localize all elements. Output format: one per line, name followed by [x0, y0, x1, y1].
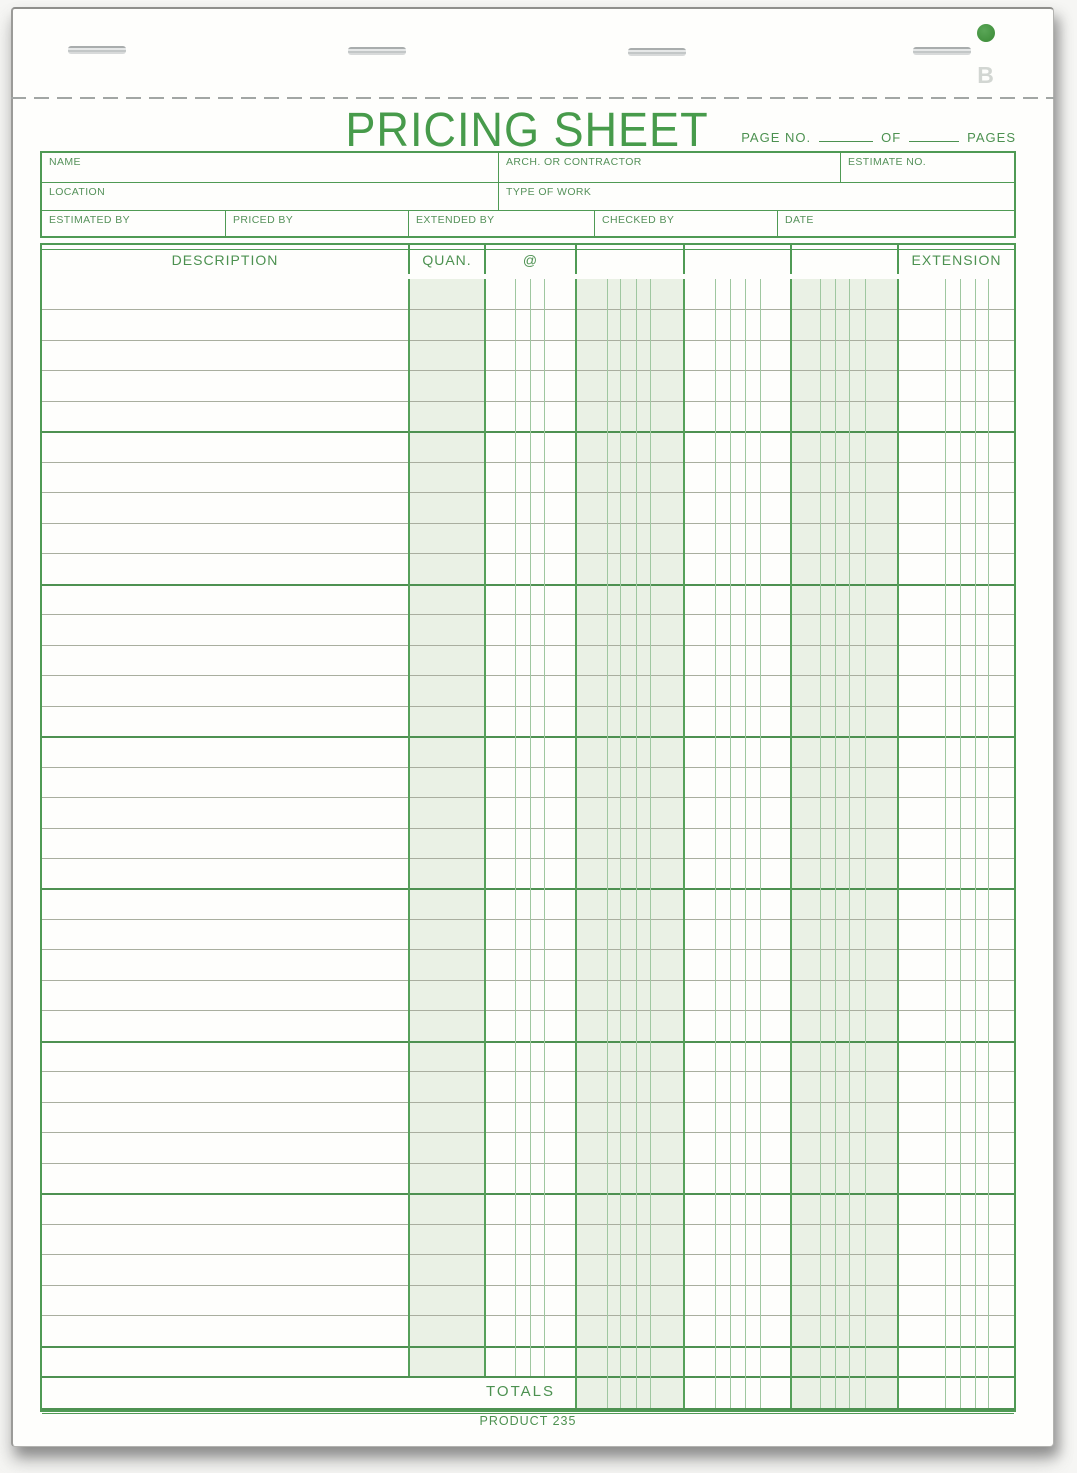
grid-row-line	[42, 1346, 1014, 1348]
priced-by-field-cell	[225, 211, 408, 236]
totals-label: TOTALS	[486, 1383, 555, 1400]
tint-column-group1	[575, 279, 683, 1408]
grid-row-line	[42, 1102, 1014, 1103]
digit-guide-line	[730, 279, 731, 1408]
name-field-cell	[42, 153, 498, 182]
pricing-grid-table	[40, 243, 1016, 1412]
estimated-by-label: ESTIMATED BY	[49, 214, 131, 226]
grid-row-line	[42, 1071, 1014, 1072]
fields-row-2	[42, 182, 1014, 211]
checked-by-label: CHECKED BY	[602, 214, 675, 226]
staple-icon	[628, 48, 686, 56]
grid-row-line	[42, 1254, 1014, 1255]
page-number-line	[741, 129, 1016, 145]
perforation-dashed-line	[11, 97, 1054, 99]
grid-row-line	[42, 645, 1014, 646]
binding-hole-dot-icon	[977, 24, 995, 42]
fields-row-3	[42, 210, 1014, 236]
name-label: NAME	[49, 156, 81, 168]
location-label: LOCATION	[49, 185, 106, 198]
grid-row-line	[42, 553, 1014, 554]
digit-guide-line	[607, 279, 608, 1408]
digit-guide-line	[865, 279, 866, 1408]
arch-or-contractor-field-cell	[498, 153, 840, 182]
arch-or-contractor-label: ARCH. OR CONTRACTOR	[506, 156, 642, 168]
grid-row-line	[42, 888, 1014, 890]
grid-row-line	[42, 919, 1014, 920]
digit-guide-line	[715, 279, 716, 1408]
quan-header-label: QUAN.	[422, 251, 472, 268]
digit-guide-line	[945, 279, 946, 1408]
location-field-cell	[42, 183, 498, 211]
column-header-row	[42, 245, 1014, 274]
grid-row-line	[42, 401, 1014, 402]
grid-row-line	[42, 1010, 1014, 1011]
grid-row-line	[42, 1132, 1014, 1133]
grid-bottom-line	[42, 1376, 1014, 1378]
column-header-at	[484, 245, 575, 274]
checked-by-field-cell	[594, 211, 777, 236]
fields-row-1	[42, 153, 1014, 182]
priced-by-label: PRICED BY	[233, 214, 294, 226]
grid-row-line	[42, 736, 1014, 738]
column-boundary-line	[790, 279, 792, 1408]
grid-row-line	[42, 706, 1014, 707]
column-boundary-line	[575, 279, 577, 1408]
grid-row-line	[42, 1041, 1014, 1043]
grid-row-line	[42, 584, 1014, 586]
grid-row-line	[42, 431, 1014, 433]
date-label: DATE	[785, 214, 814, 226]
grid-row-line	[42, 980, 1014, 981]
grid-row-line	[42, 1224, 1014, 1225]
staple-icon	[348, 47, 406, 55]
digit-guide-line	[849, 279, 850, 1408]
grid-row-line	[42, 1285, 1014, 1286]
grid-row-line	[42, 309, 1014, 310]
pages-blank	[909, 129, 959, 142]
column-header-blank	[790, 245, 897, 274]
grid-row-line	[42, 1193, 1014, 1195]
column-boundary-line	[897, 279, 899, 1408]
type-of-work-label: TYPE OF WORK	[506, 185, 592, 198]
digit-guide-line	[760, 279, 761, 1408]
digit-guide-line	[820, 279, 821, 1408]
description-header-label: DESCRIPTION	[171, 251, 279, 268]
totals-bottom-line	[42, 1408, 1014, 1410]
grid-row-line	[42, 370, 1014, 371]
page-no-blank	[819, 129, 873, 142]
estimate-no-field-cell	[840, 153, 1014, 182]
column-header-blank	[575, 245, 683, 274]
digit-guide-line	[835, 279, 836, 1408]
grid-row-line	[42, 1163, 1014, 1164]
extended-by-label: EXTENDED BY	[416, 214, 495, 226]
product-number: PRODUCT 235	[479, 1414, 577, 1428]
column-boundary-line	[683, 279, 685, 1408]
grid-row-line	[42, 675, 1014, 676]
grid-row-line	[42, 462, 1014, 463]
digit-guide-line	[988, 279, 989, 1408]
pages-label: PAGES	[967, 130, 1016, 145]
grid-row-line	[42, 828, 1014, 829]
page-title: PRICING SHEET	[345, 104, 709, 157]
at-header-label: @	[522, 251, 539, 268]
type-of-work-field-cell	[498, 183, 1014, 211]
digit-guide-line	[960, 279, 961, 1408]
of-label: OF	[881, 130, 902, 145]
grid-row-line	[42, 767, 1014, 768]
column-boundary-line	[408, 279, 410, 1376]
grid-row-line	[42, 614, 1014, 615]
digit-guide-line	[544, 279, 545, 1376]
grid-row-line	[42, 340, 1014, 341]
digit-guide-line	[975, 279, 976, 1408]
grid-row-line	[42, 797, 1014, 798]
estimated-by-field-cell	[42, 211, 225, 236]
column-header-blank	[683, 245, 790, 274]
digit-guide-line	[515, 279, 516, 1376]
grid-row-line	[42, 949, 1014, 950]
column-header-description	[42, 245, 408, 274]
estimate-no-label: ESTIMATE NO.	[848, 156, 927, 168]
digit-guide-line	[636, 279, 637, 1408]
grid-row-line	[42, 1315, 1014, 1316]
extension-header-label: EXTENSION	[911, 251, 1002, 268]
digit-guide-line	[530, 279, 531, 1376]
digit-guide-line	[620, 279, 621, 1408]
staple-icon	[68, 46, 126, 54]
date-field-cell	[777, 211, 1014, 236]
info-fields-table	[40, 151, 1016, 238]
page-no-label: PAGE NO.	[741, 130, 812, 145]
digit-guide-line	[745, 279, 746, 1408]
sheet-index-letter: B	[977, 62, 995, 88]
column-boundary-line	[484, 279, 486, 1376]
column-header-extension	[897, 245, 1014, 274]
grid-row-line	[42, 858, 1014, 859]
staple-icon	[913, 47, 971, 55]
grid-row-line	[42, 492, 1014, 493]
column-header-quan	[408, 245, 484, 274]
digit-guide-line	[650, 279, 651, 1408]
extended-by-field-cell	[408, 211, 594, 236]
grid-row-line	[42, 523, 1014, 524]
tint-column-group3	[790, 279, 897, 1408]
